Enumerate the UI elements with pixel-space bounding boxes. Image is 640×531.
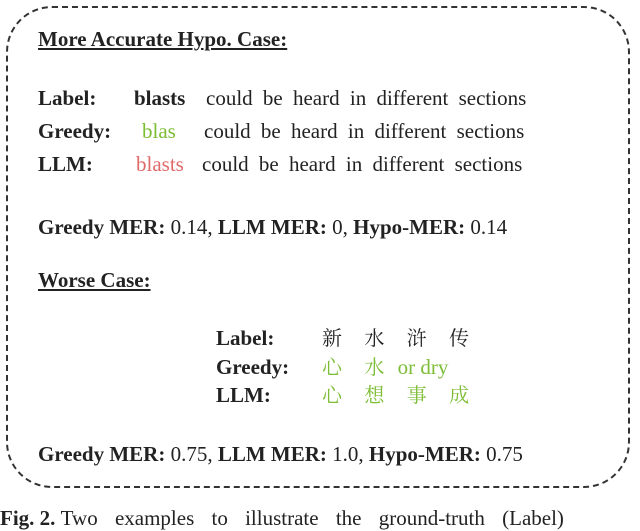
worse-hypo-mer-key: Hypo-MER: [368,442,481,466]
worse-greedy-text-latin: or dry [397,355,449,379]
worse-hypo-mer-value: 0.75 [486,442,523,466]
worse-llm-key: LLM: [216,383,271,407]
worse-greedy-text-cjk: 心 水 [322,355,393,379]
worse-greedy-mer-key: Greedy MER: [38,442,166,466]
figure-caption-text: Two examples to illustrate the ground-truth (Label) [60,506,564,530]
worse-greedy-mer-value: 0.75, [170,442,213,466]
worse-label-key: Label: [216,326,275,350]
hypo-mer-key: Hypo-MER: [353,215,466,239]
greedy-mer-key: Greedy MER: [38,215,166,239]
worse-llm-text: 心 想 事 成 [322,383,478,407]
worse-greedy-key: Greedy: [216,355,290,379]
worse-greedy-row [216,351,448,380]
worse-mer-row [38,442,523,467]
worse-llm-mer-key: LLM MER: [217,442,327,466]
llm-rest: could be heard in different sections [202,152,523,176]
llm-mer-value: 0, [332,215,348,239]
worse-label-text: 新 水 浒 传 [322,326,478,350]
greedy-rest: could be heard in different sections [204,119,525,143]
llm-word: blasts [136,152,184,176]
greedy-key: Greedy: [38,119,112,143]
accurate-case-title: More Accurate Hypo. Case: [38,27,288,51]
worse-label-row [216,322,477,351]
hypo-mer-value: 0.14 [470,215,508,239]
label-key: Label: [38,86,97,110]
llm-key: LLM: [38,152,93,176]
llm-mer-key: LLM MER: [217,215,327,239]
label-word: blasts [134,86,186,110]
figure-caption [0,506,564,531]
worse-llm-row [216,379,477,408]
greedy-word: blas [142,119,176,143]
worse-case-title: Worse Case: [38,268,151,292]
greedy-mer-value: 0.14, [170,215,213,239]
worse-llm-mer-value: 1.0, [332,442,364,466]
accurate-label-row [38,86,526,111]
example-box [6,6,630,488]
accurate-greedy-row [38,119,524,144]
figure-caption-label: Fig. 2. [0,506,56,530]
accurate-mer-row [38,215,507,240]
accurate-llm-row [38,152,522,177]
label-rest: could be heard in different sections [206,86,527,110]
